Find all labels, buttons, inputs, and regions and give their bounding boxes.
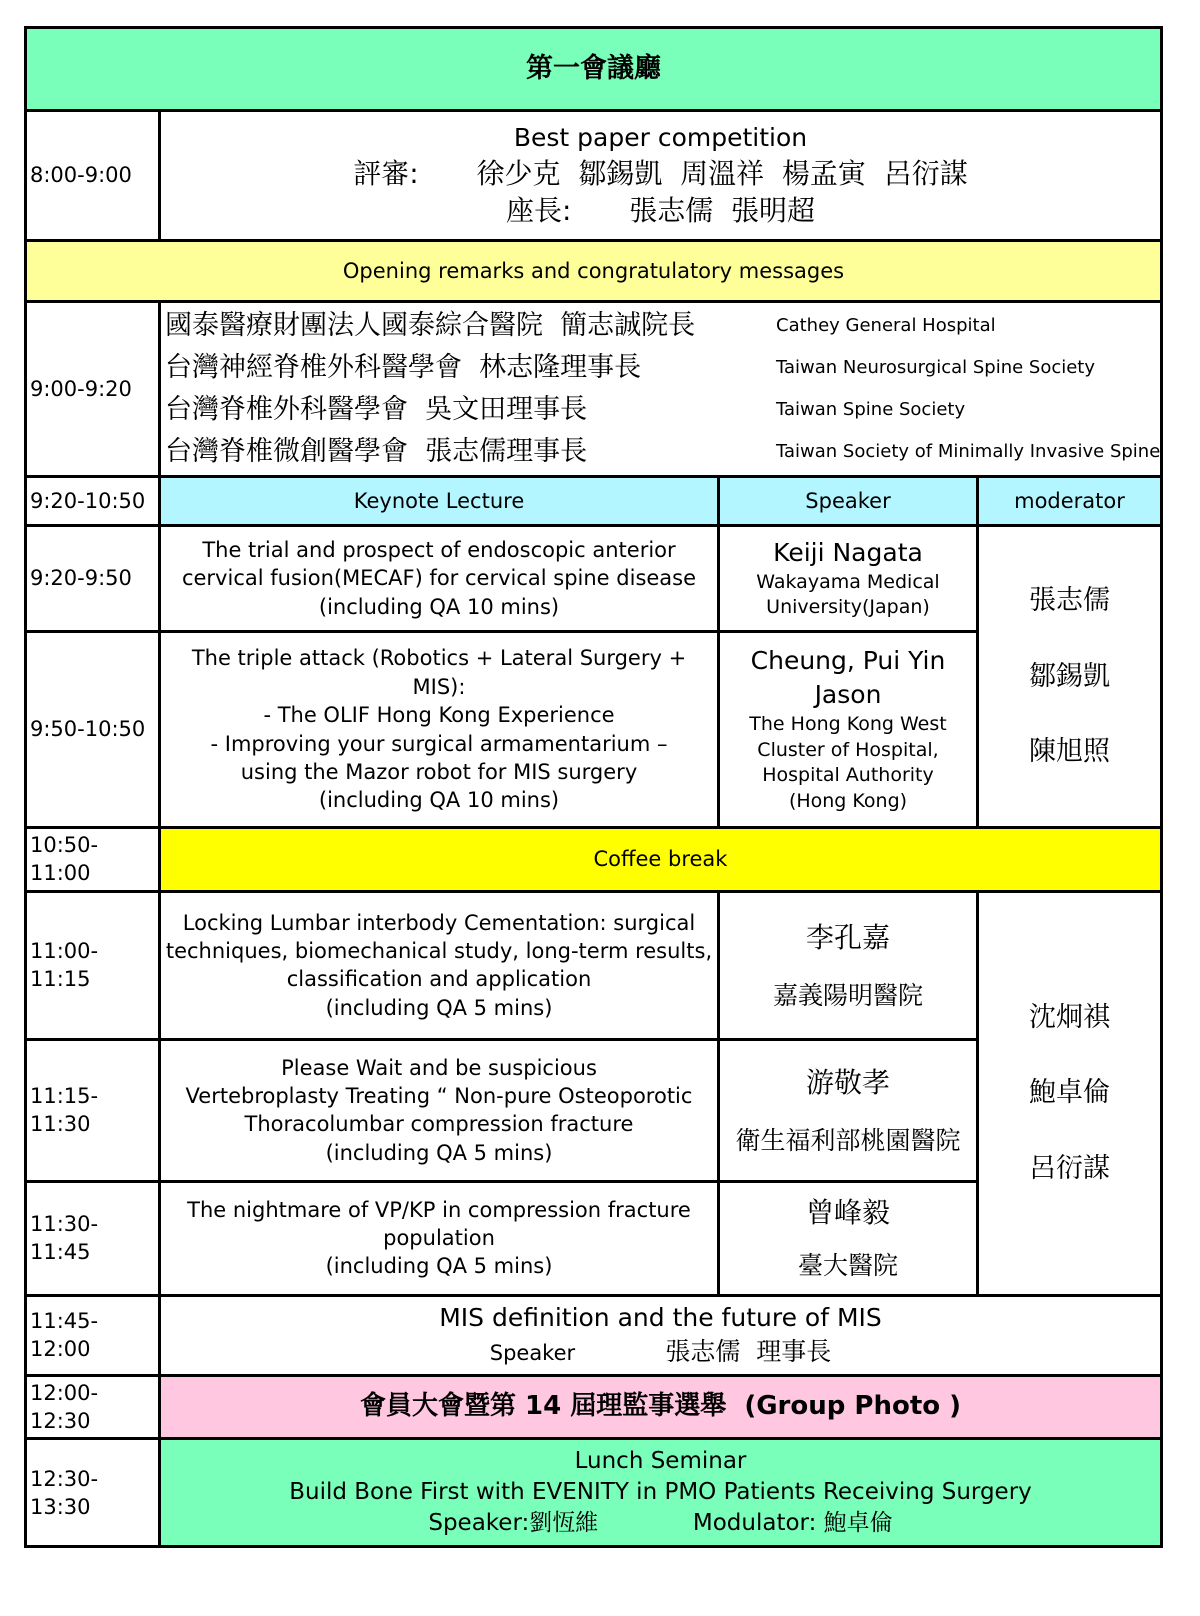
speaker-name: 曾峰毅 [805,1196,890,1230]
lunch-title: Lunch Seminar [574,1448,747,1475]
speaker-hospital: 臺大醫院 [797,1251,898,1281]
topic-line: using the Mazor robot for MIS surgery [240,759,638,784]
opening-item-en: Taiwan Society of Minimally Invasive Spine [776,440,1161,462]
moderator-name: 鮑卓倫 [1029,1077,1110,1109]
coffee-break: Coffee break [160,828,1162,892]
speaker-name: 李孔嘉 [805,920,890,954]
topic-line: population [383,1226,495,1251]
time-cell: 9:20-10:50 [26,477,160,526]
judges-names: 徐少克 鄒錫凱 周溫祥 楊孟寅 呂衍謀 [476,156,968,190]
session-topic [160,526,719,632]
topic-line: cervical fusion(MECAF) for cervical spine disease [181,566,697,591]
keynote-speaker-header: Speaker [719,477,978,526]
lunch-speaker: 劉恆維 [529,1510,599,1537]
opening-item [165,431,1161,473]
opening-item-en: Taiwan Spine Society [776,398,966,420]
session-speaker [719,891,978,1039]
mis-speaker: 張志儒 理事長 [665,1337,832,1367]
schedule-table [24,26,1163,1548]
opening-item-zh: 台灣神經脊椎外科醫學會 林志隆理事長 [165,351,642,383]
lunch-modulator-label: Modulator: [692,1510,817,1537]
moderator-name: 沈炯祺 [1029,1001,1110,1033]
opening-row [26,302,1162,477]
session-moderators [978,891,1162,1295]
moderator-name: 陳旭照 [1029,736,1110,768]
coffee-row [26,828,1162,892]
session-speaker [719,526,978,632]
topic-line: The nightmare of VP/KP in compression fracture [187,1197,691,1222]
topic-line: (including QA 5 mins) [325,1140,553,1165]
opening-item [165,305,1156,347]
time-cell: 9:00-9:20 [26,302,160,477]
speaker-name: Cheung, Pui Yin [750,646,946,676]
opening-item-en: Cathey General Hospital [776,314,996,336]
topic-line: classification and application [286,967,592,992]
speaker-affiliation: (Hong Kong) [788,789,908,812]
lunch-people [165,1508,1156,1539]
mis-speaker-label: Speaker [489,1341,576,1366]
opening-item [165,389,1156,431]
topic-line: Locking Lumbar interbody Cementation: surgical [182,910,696,935]
moderator-name: 張志儒 [1029,585,1110,617]
session-topic [160,1039,719,1181]
speaker-name: Jason [814,680,882,710]
lunch-cell [160,1439,1162,1547]
mis-speaker-line [165,1335,1156,1369]
best-paper-row [26,111,1162,241]
keynote-session-row [26,526,1162,632]
time-cell: 11:15-11:30 [26,1039,160,1181]
best-paper-cell [160,111,1162,241]
keynote-header-row [26,477,1162,526]
topic-line: (including QA 5 mins) [325,995,553,1020]
mis-cell [160,1295,1162,1375]
hall-title: 第一會議廳 [26,28,1162,111]
lunch-row [26,1439,1162,1547]
speaker-name: Keiji Nagata [773,537,923,567]
session-speaker [719,1181,978,1295]
lunch-speaker-label: Speaker: [428,1510,530,1537]
judges-label: 評審: [353,156,419,190]
time-cell: 12:00-12:30 [26,1375,160,1439]
keynote-moderator-header: moderator [978,477,1162,526]
speaker-affiliation: The Hong Kong West [749,712,947,735]
keynote-moderators [978,526,1162,828]
mis-row [26,1295,1162,1375]
speaker-hospital: 嘉義陽明醫院 [772,981,923,1011]
hall-title-row [26,28,1162,111]
topic-line: - Improving your surgical armamentarium – [210,731,668,756]
speaker-name: 游敬孝 [805,1065,890,1099]
topic-line: Thoracolumbar compression fracture [244,1112,634,1137]
time-cell: 11:30-11:45 [26,1181,160,1295]
time-cell: 9:50-10:50 [26,632,160,828]
opening-item [165,347,1156,389]
chairs-line [165,192,1156,230]
time-cell: 11:00-11:15 [26,891,160,1039]
topic-line: - The OLIF Hong Kong Experience [263,703,615,728]
opening-cell [160,302,1162,477]
speaker-affiliation: Hospital Authority [762,764,934,787]
chairs-names: 張志儒 張明超 [629,194,816,228]
time-cell: 8:00-9:00 [26,111,160,241]
moderator-name: 呂衍謀 [1029,1152,1110,1184]
topic-line: techniques, biomechanical study, long-term results, [165,938,713,963]
speaker-affiliation: Cluster of Hospital, [757,738,939,761]
opening-item-zh: 台灣脊椎微創醫學會 張志儒理事長 [165,435,588,467]
topic-line: The triple attack (Robotics + Lateral Surgery + MIS): [191,646,687,699]
mis-title: MIS definition and the future of MIS [439,1303,882,1333]
time-cell: 11:45-12:00 [26,1295,160,1375]
speaker-affiliation: Wakayama Medical [756,570,940,593]
time-cell: 9:20-9:50 [26,526,160,632]
session-topic [160,1181,719,1295]
speaker-hospital: 衛生福利部桃園醫院 [735,1126,961,1156]
session-topic [160,891,719,1039]
lunch-topic: Build Bone First with EVENITY in PMO Patients Receiving Surgery [289,1479,1032,1506]
assembly-row [26,1375,1162,1439]
session-topic [160,632,719,828]
session-speaker [719,1039,978,1181]
speaker-affiliation: University(Japan) [766,596,930,619]
opening-item-en: Taiwan Neurosurgical Spine Society [776,356,1096,378]
judges-line [165,155,1156,193]
opening-banner: Opening remarks and congratulatory messages [26,241,1162,302]
time-cell: 10:50-11:00 [26,828,160,892]
session-speaker [719,632,978,828]
opening-banner-row [26,241,1162,302]
lunch-modulator: 鮑卓倫 [823,1510,893,1537]
topic-line: The trial and prospect of endoscopic anterior [202,537,676,562]
opening-item-zh: 國泰醫療財團法人國泰綜合醫院 簡志誠院長 [165,309,696,341]
topic-line: (including QA 10 mins) [318,788,560,813]
keynote-topic-header: Keynote Lecture [160,477,719,526]
opening-item-zh: 台灣脊椎外科醫學會 吳文田理事長 [165,393,588,425]
topic-line: (including QA 5 mins) [325,1254,553,1279]
topic-line: Vertebroplasty Treating “ Non-pure Osteoporotic [185,1083,693,1108]
assembly-label: 會員大會暨第 14 屆理監事選舉 (Group Photo ) [160,1375,1162,1439]
topic-line: (including QA 10 mins) [318,594,560,619]
moderator-name: 鄒錫凱 [1029,660,1110,692]
best-paper-title: Best paper competition [513,122,808,152]
time-cell: 12:30-13:30 [26,1439,160,1547]
topic-line: Please Wait and be suspicious [281,1055,597,1080]
chairs-label: 座長: [505,194,572,228]
session-row [26,891,1162,1039]
